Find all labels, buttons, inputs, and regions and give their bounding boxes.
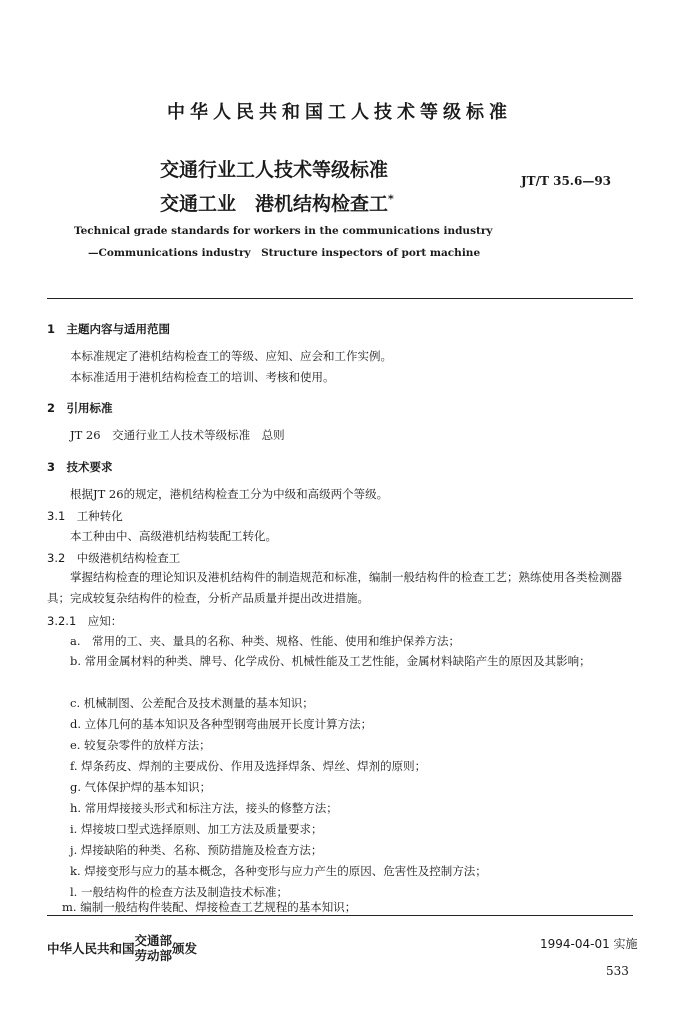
- list-item: g. 气体保护焊的基本知识；: [70, 780, 212, 794]
- section-3-paragraph-1: 根据JT 26的规定，港机结构检查工分为中级和高级两个等级。: [70, 487, 389, 501]
- section-3-2-paragraph: 掌握结构检查的理论知识及港机结构件的制造规范和标准，编制一般结构件的检查工艺；熟练使用各类检测器具；完成较复杂结构件的检查，分析产品质量并提出改进措施。: [47, 570, 622, 605]
- ministry-of-labour: 劳动部: [134, 948, 173, 963]
- list-item: d. 立体几何的基本知识及各种型钢弯曲展开长度计算方法；: [70, 717, 373, 731]
- document-title-text: 交通工业 港机结构检查工: [160, 193, 389, 215]
- issuer-prefix: 中华人民共和国: [47, 941, 135, 956]
- standard-series-title: 中华人民共和国工人技术等级标准: [167, 102, 512, 123]
- list-item: a. 常用的工、夹、量具的名称、种类、规格、性能、使用和维护保养方法；: [70, 634, 461, 648]
- section-2-heading: 2 引用标准: [47, 401, 113, 415]
- issuer-suffix: 颁发: [172, 941, 198, 956]
- list-item: h. 常用焊接接头形式和标注方法，接头的修整方法；: [70, 801, 338, 815]
- section-3-2-heading: 3.2 中级港机结构检查工: [47, 551, 181, 565]
- section-1-paragraph-1: 本标准规定了港机结构检查工的等级、应知、应会和工作实例。: [70, 349, 392, 363]
- document-title-line1: 交通行业工人技术等级标准: [160, 159, 389, 181]
- list-item: j. 焊接缺陷的种类、名称、预防措施及检查方法；: [70, 843, 323, 857]
- list-item: b. 常用金属材料的种类、牌号、化学成份、机械性能及工艺性能，金属材料缺陷产生的原因及其影响；: [70, 654, 591, 668]
- document-title-line2: [160, 189, 394, 216]
- english-title-line1: Technical grade standards for workers in the communications industry: [74, 225, 493, 237]
- ministry-of-communications: 交通部: [134, 933, 173, 948]
- implementation-date: 1994-04-01 实施: [540, 937, 638, 951]
- list-item: e. 较复杂零件的放样方法；: [70, 738, 211, 752]
- section-3-1-heading: 3.1 工种转化: [47, 509, 123, 523]
- list-item: i. 焊接坡口型式选择原则、加工方法及质量要求；: [70, 822, 323, 836]
- list-item: k. 焊接变形与应力的基本概念，各种变形与应力产生的原因、危害性及控制方法；: [70, 864, 487, 878]
- english-title-line2: —Communications industry Structure inspectors of port machine: [88, 247, 481, 259]
- standard-code: JT/T 35.6—93: [521, 174, 612, 188]
- list-item: f. 焊条药皮、焊剂的主要成份、作用及选择焊条、焊丝、焊剂的原则；: [70, 759, 427, 773]
- footer-divider: [47, 915, 633, 916]
- issuing-authority: [47, 933, 197, 963]
- section-1-heading: 1 主题内容与适用范围: [47, 322, 171, 336]
- list-item: c. 机械制图、公差配合及技术测量的基本知识；: [70, 696, 314, 710]
- section-3-heading: 3 技术要求: [47, 460, 113, 474]
- header-divider: [47, 298, 633, 299]
- section-3-1-paragraph: 本工种由中、高级港机结构装配工转化。: [70, 529, 277, 543]
- title-footnote-mark: *: [388, 192, 394, 206]
- list-item: m. 编制一般结构件装配、焊接检查工艺规程的基本知识；: [62, 900, 357, 914]
- section-3-2-1-heading: 3.2.1 应知：: [47, 614, 123, 628]
- section-1-paragraph-2: 本标准适用于港机结构检查工的培训、考核和使用。: [70, 370, 335, 384]
- section-2-paragraph-1: JT 26 交通行业工人技术等级标准 总则: [70, 428, 285, 442]
- issuing-ministries: [135, 933, 173, 963]
- list-item: l. 一般结构件的检查方法及制造技术标准；: [70, 885, 288, 899]
- page-number: 533: [606, 964, 629, 978]
